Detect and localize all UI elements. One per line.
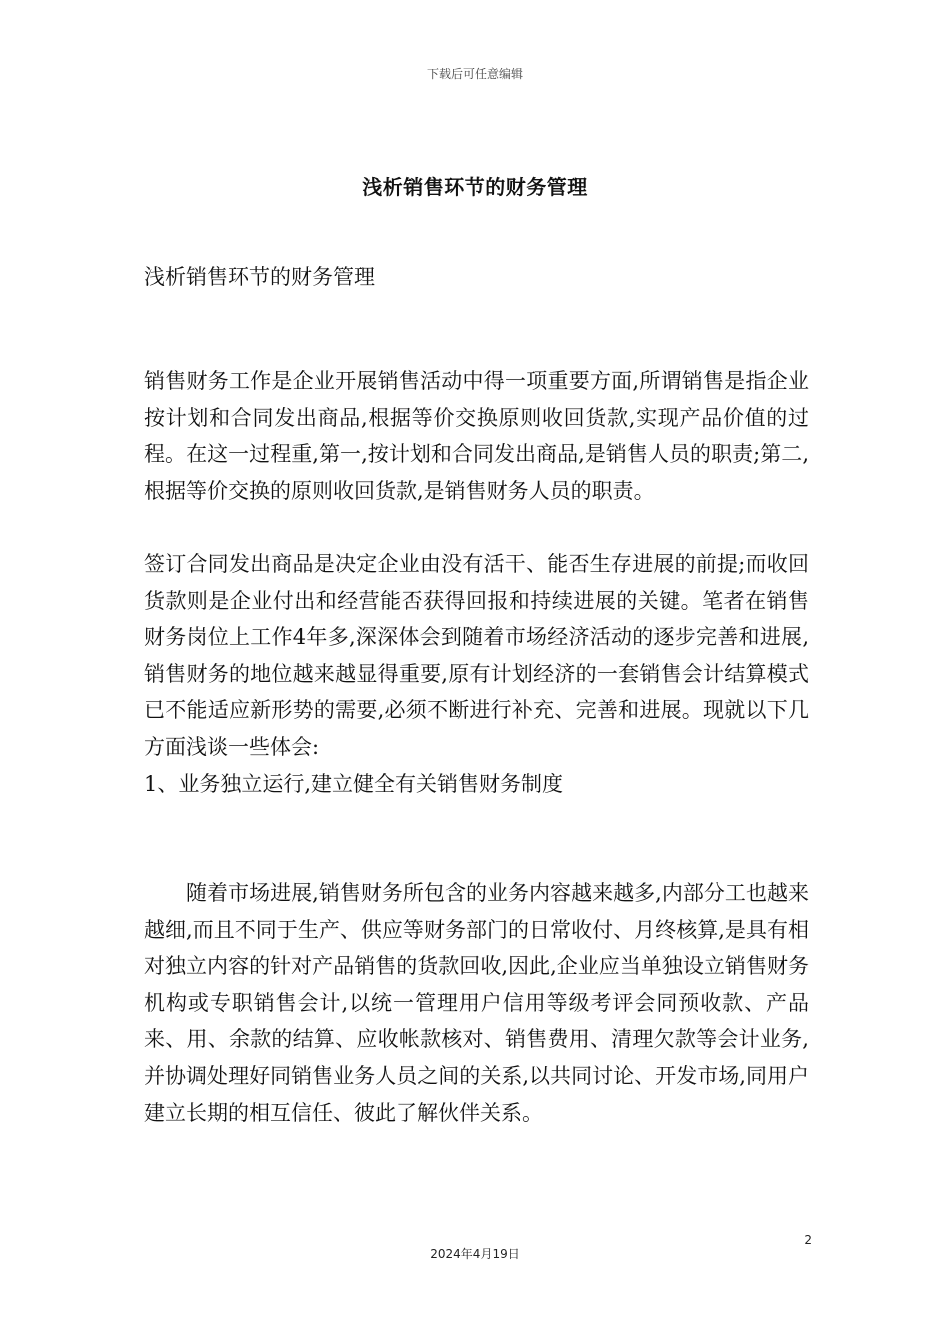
footer-date: 2024年4月19日 xyxy=(430,1247,520,1261)
document-subtitle: 浅析销售环节的财务管理 xyxy=(144,265,375,289)
body-paragraph: 随着市场进展,销售财务所包含的业务内容越来越多,内部分工也越来越细,而且不同于生产、供应等财务部门的日常收付、月终核算,是具有相对独立内容的针对产品销售的货款回收,因此,企业应当单独设立销售财务机构或专职销售会计,以统一管理用户信用等级考评会同预收款、产品来、用、余款的结算、应收帐款核对、销售费用、清理欠款等会计业务,并协调处理好同销售业务人员之间的关系,以共同讨论、开发市场,同用户建立长期的相互信任、彼此了解伙伴关系。 xyxy=(144,881,809,1125)
section-heading: 1、业务独立运行,建立健全有关销售财务制度 xyxy=(144,771,564,796)
document-title: 浅析销售环节的财务管理 xyxy=(362,175,588,199)
page-number: 2 xyxy=(804,1233,812,1247)
body-paragraph xyxy=(144,546,809,802)
page-header: 下载后可任意编辑 xyxy=(426,67,523,81)
body-paragraph: 销售财务工作是企业开展销售活动中得一项重要方面,所谓销售是指企业按计划和合同发出商品,根据等价交换原则收回货款,实现产品价值的过程。在这一过程重,第一,按计划和合同发出商品,是销售人员的职责;第二,根据等价交换的原则收回货款,是销售财务人员的职责。 xyxy=(144,369,809,503)
paragraph-text: 签订合同发出商品是决定企业由没有活干、能否生存进展的前提;而收回货款则是企业付出和经营能否获得回报和持续进展的关键。笔者在销售财务岗位上工作4年多,深深体会到随着市场经济活动的逐步完善和进展,销售财务的地位越来越显得重要,原有计划经济的一套销售会计结算模式已不能适应新形势的需要,必须不断进行补充、完善和进展。现就以下几方面浅谈一些体会: xyxy=(144,552,809,759)
